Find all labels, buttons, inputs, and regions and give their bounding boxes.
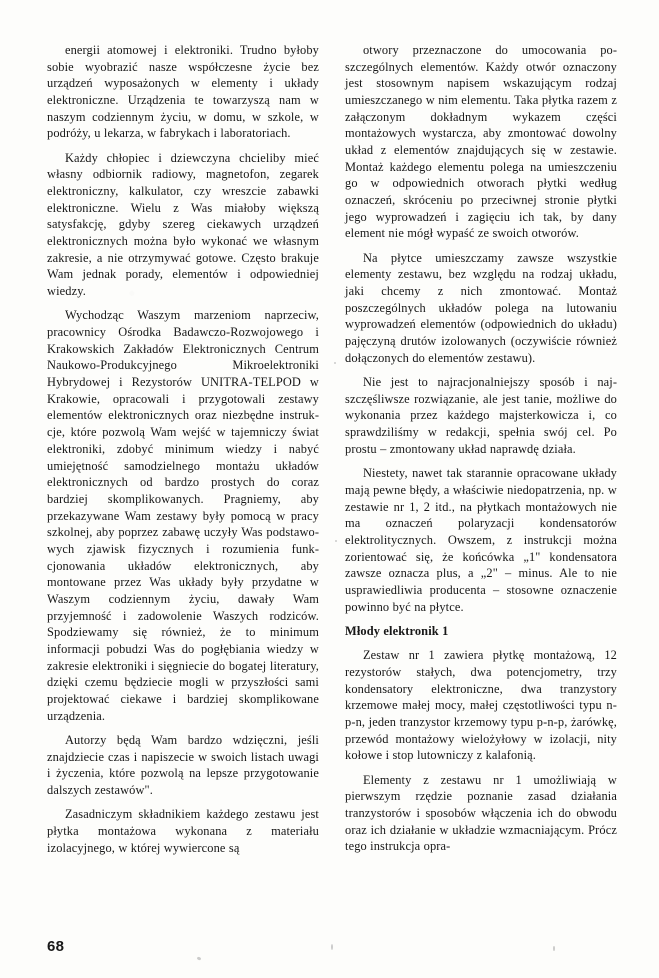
scan-artifact-speck [331,944,333,950]
paragraph: Autorzy będą Wam bardzo wdzięczni, jeśli znajdziecie czas i napiszecie w swoich listach uwagi i życzenia, które pozwolą na lepsze przygotowanie dalszych zestawów". [47,732,319,797]
scan-artifact-speck [197,956,202,960]
left-text-column [47,42,319,864]
section-heading: Młody elektronik 1 [345,623,449,638]
paragraph: energii atomowej i elektroniki. Trudno byłoby sobie wyobrazić nasze współczesne życie bez urządzeń wyposażonych w elementy i układy elektroniczne. Urządzenia te towarzyszą nam w naszym codziennym życiu, w domu, w szkole, w podróży, u lekarza, w fabrykach i laboratoriach. [47,43,319,141]
right-text-column [345,42,617,863]
paragraph: Każdy chłopiec i dziewczyna chcieliby mieć własny odbiornik radiowy, magnetofon, zegarek elektroniczny, kalkulator, czy wreszcie zabawki elektroniczne. Wielu z Was miałoby większą satysfakcję, gdyby szereg ciekawych urządzeń elektronicznych można było wykonać we własnym zakresie, a nie otrzymywać gotowe. Często brakuje Wam jednak porady, elementów i odpowiedniej wiedzy. [47,150,319,299]
two-column-text-body [47,42,617,864]
page-number: 68 [47,938,65,955]
paragraph: Elementy z zestawu nr 1 umożliwiają w pierwszym rzędzie poznanie zasad działania tranzystorów i sposobów włączenia ich do obwodu oraz ich działanie w układzie wzmacniającym. Prócz tego instrukcja opra- [345,772,617,854]
paragraph: Wychodząc Waszym marzeniom naprzeciw, pracownicy Ośrodka Badawczo-Rozwojowego i Krakowskich Zakładów Elektronicznych Centrum Naukowo-Produkcyjnego Mikroelektroniki Hybrydowej i Rezystorów UNITRA-TELPOD w Krakowie, opracowali i przygotowali zestawy elementów elektronicznych oraz niezbędne instrukcje, które pozwolą Wam wejść w tajemniczy świat elektroniki, zdobyć minimum wiedzy i nabyć umiejętność samodzielnego montażu układów elektronicznych od bardzo prostych do coraz bardziej skomplikowanych. Pragniemy, aby przekazywane Wam zestawy były pomocą w pracy szkolnej, aby poprzez zabawę uczyły Was podstawowych zjawisk fizycznych i rozumienia funkcjonowania układów elektronicznych, aby montowane przez Was układy były przydatne w Waszym codziennym życiu, dawały Wam przyjemność i zadowolenie Waszych rodziców. Spodziewamy się również, że to minimum informacji pobudzi Was do pogłębiania wiedzy w zakresie elektroniki i sięgniecie do bogatej literatury, dzięki czemu będziecie mogli w przyszłości sami projektować ciekawe i bardziej skomplikowane urządzenia. [47,308,319,723]
paragraph: Zestaw nr 1 zawiera płytkę montażową, 12 rezystorów stałych, dwa potencjometry, trzy kondensatory elektroniczne, dwa tranzystory krzemowe małej mocy, małej częstotliwości typu n-p-n, jeden tranzystor krzemowy typu p-n-p, żarówkę, przewód montażowy wielożyłowy w izolacji, nity kołowe i stop lutowniczy z kalafonią. [345,648,617,763]
paragraph: Nie jest to najracjonalniejszy sposób i najszczęśliwsze rozwiązanie, ale jest tanie, możliwe do wykonania przez każdego majsterkowicza i, co sprawdziliśmy w redakcji, spełnia swój cel. Po prostu – zmontowany układ naprawdę działa. [345,375,617,456]
paragraph: otwory przeznaczone do umocowania poszczególnych elementów. Każdy otwór oznaczony jest stosownym napisem wskazującym rodzaj umieszczanego w nim elementu. Taka płytka razem z załączonym dokładnym wykazem części montażowych wystarcza, aby zmontować dowolny układ z elementów znajdujących się w zestawie. Montaż każdego elementu polega na umieszczeniu go w odpowiednich otworach płytki według oznaczeń, skróceniu po przeciwnej stronie płytki jego wyprowadzeń i zagięciu ich tak, by dany element nie mógł wypaść ze swoich otworów. [345,43,617,241]
scan-artifact-speck [553,946,555,951]
paragraph: Zasadniczym składnikiem każdego zestawu jest płytka montażowa wykonana z materiału izolacyjnego, w której wywiercone są [47,807,319,855]
paragraph: Na płytce umieszczamy zawsze wszystkie elementy zestawu, bez względu na rodzaj układu, jaki chcemy z nich zmontować. Montaż poszczególnych układów polega na lutowaniu wyprowadzeń elementów (odpowiednich do układu) pajęczyną drutów izolowanych (oczywiście również dołączonych do elementów zestawu). [345,250,617,365]
paragraph: Niestety, nawet tak starannie opracowane układy mają pewne błędy, a właściwie niedopatrzenia, np. w zestawie nr 1, 2 itd., na płytkach montażowych nie ma oznaczeń polaryzacji kondensatorów elektrolitycznych. Owszem, z instrukcji można zorientować się, że końcówka „1" kondensatora zawsze oznacza plus, a „2" – minus. Ale to nie usprawiedliwia producenta – stosowne oznaczenie powinno być na płytce. [345,466,617,614]
